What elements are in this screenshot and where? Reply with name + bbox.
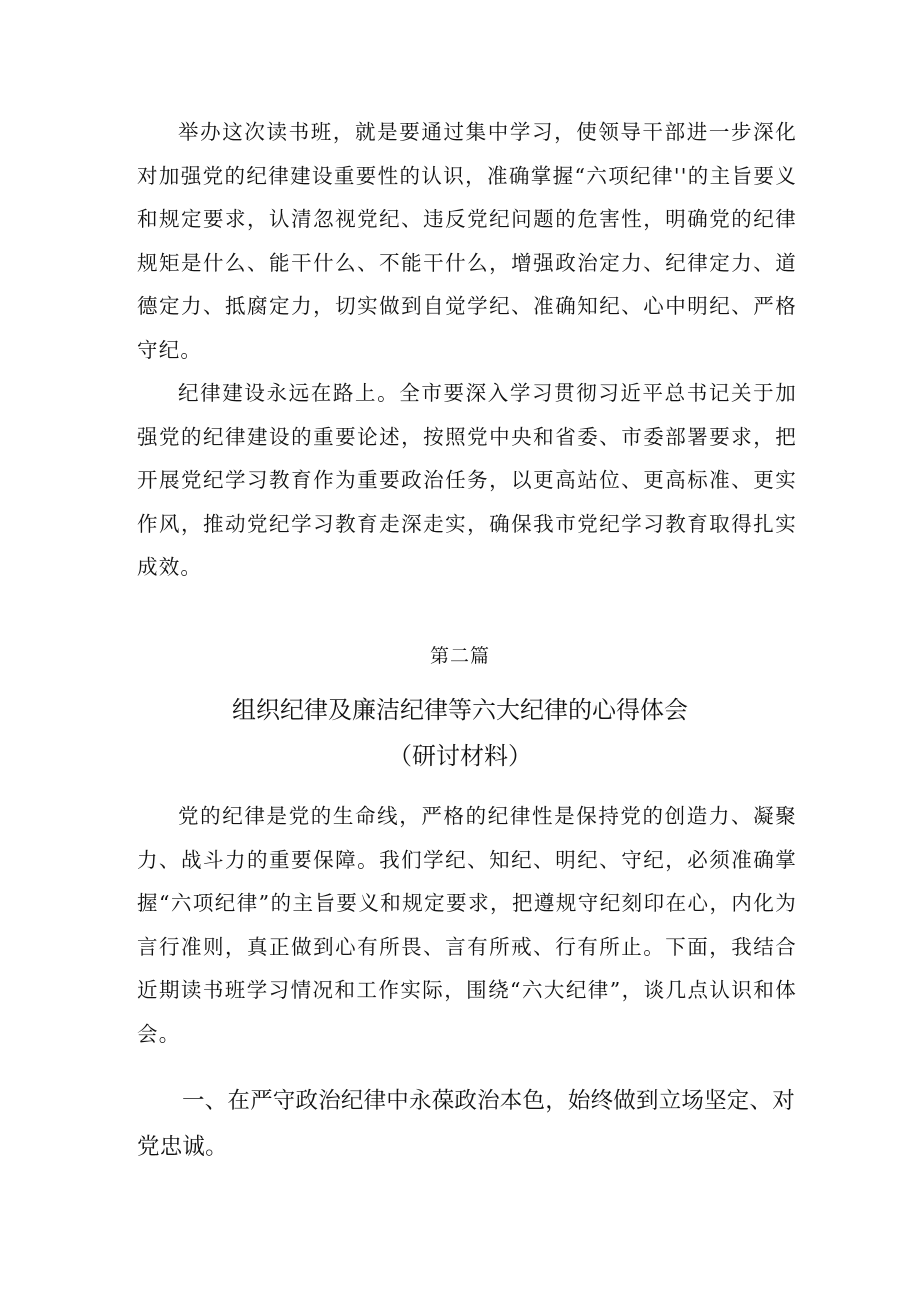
document-title: 组织纪律及廉洁纪律等六大纪律的心得体会 [232,696,688,724]
section-heading-1: 一、在严守政治纪律中永葆政治本色，始终做到立场坚定、对党忠诚。 [137,1088,795,1160]
document-subtitle: （研讨材料） [388,742,532,770]
body-paragraph-3: 党的纪律是党的生命线，严格的纪律性是保持党的创造力、凝聚力、战斗力的重要保障。我们学纪、知纪、明纪、守纪，必须准确掌握“六项纪律”的主旨要义和规定要求，把遵规守纪刻印在心，内化为言行准则，真正做到心有所畏、言有所戒、行有所止。下面，我结合近期读书班学习情况和工作实际，围绕“六大纪律”，谈几点认识和体会。 [137,804,797,1046]
section-label: 第二篇 [429,645,490,667]
body-paragraph-2: 纪律建设永远在路上。全市要深入学习贯彻习近平总书记关于加强党的纪律建设的重要论述，按照党中央和省委、市委部署要求，把开展党纪学习教育作为重要政治任务，以更高站位、更高标准、更实作风，推动党纪学习教育走深走实，确保我市党纪学习教育取得扎实成效。 [137,381,797,579]
body-paragraph-1: 举办这次读书班，就是要通过集中学习，使领导干部进一步深化对加强党的纪律建设重要性的认识，准确掌握“六项纪律''的主旨要义和规定要求，认清忽视党纪、违反党纪问题的危害性，明确党的纪律规矩是什么、能干什么、不能干什么，增强政治定力、纪律定力、道德定力、抵腐定力，切实做到自觉学纪、准确知纪、心中明纪、严格守纪。 [137,120,797,362]
